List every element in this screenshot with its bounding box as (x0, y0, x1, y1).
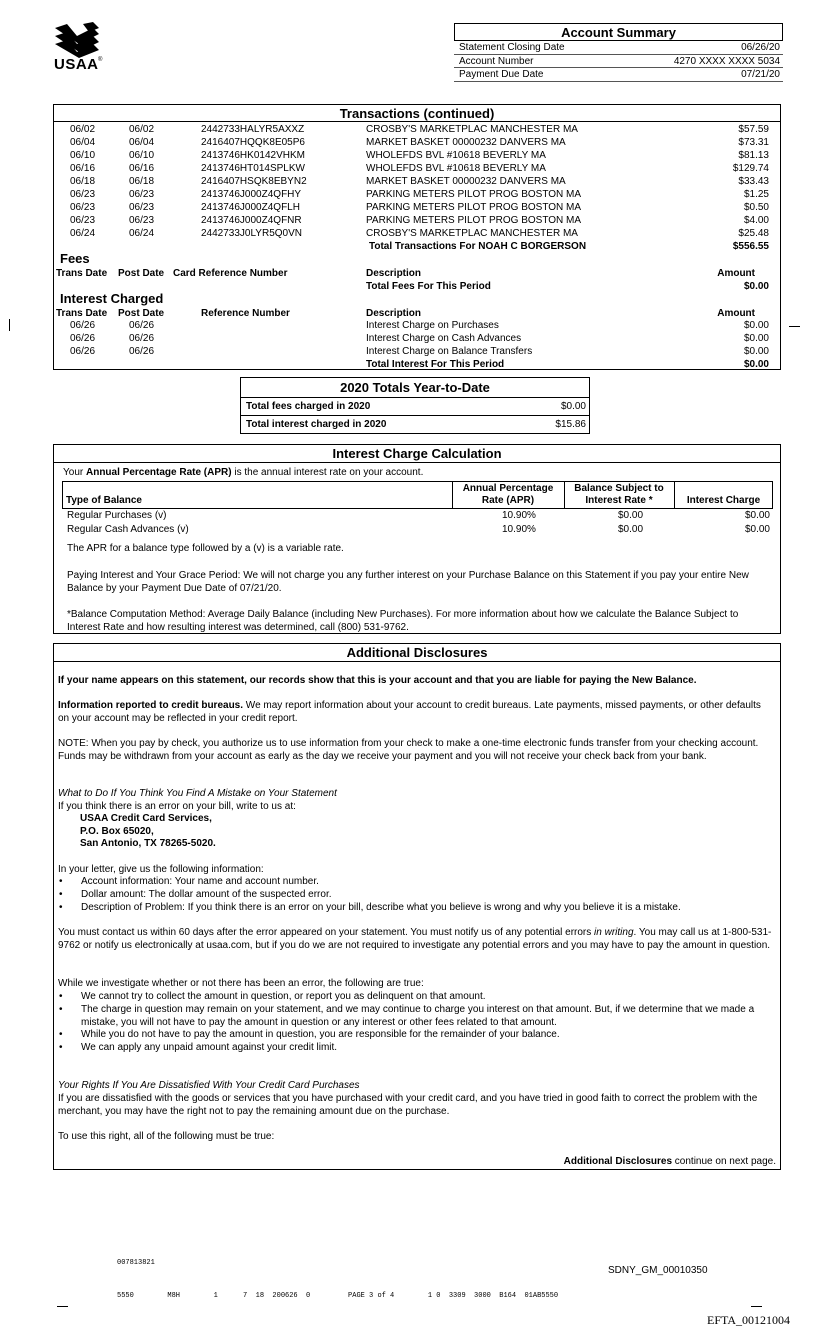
col-post-date: Post Date (118, 308, 165, 319)
transactions-total-row (54, 240, 780, 253)
table-row (54, 227, 780, 240)
description: MARKET BASKET 00000232 DANVERS MA (366, 176, 566, 187)
contact-paragraph: You must contact us within 60 days after the error appeared on your statement. You must notify us of any potential errors in writing. You may call us at 1-800-531-9762 or notify us electronically at usaa.com, but if you do we are not required to investigate any potential errors and you may have to pay the amount in question. (58, 927, 772, 951)
col-trans-date: Trans Date (56, 308, 108, 319)
row-value: 07/21/20 (741, 69, 780, 80)
col-amount: Amount (717, 268, 755, 279)
post-date: 06/10 (129, 150, 155, 161)
address-line-2: P.O. Box 65020, (80, 826, 154, 837)
list-item: • Account information: Your name and account number. (59, 876, 319, 887)
transactions-section (53, 104, 781, 370)
trans-date: 06/04 (70, 137, 96, 148)
grace-period-note: Paying Interest and Your Grace Period: We will not charge you any further interest on your Purchase Balance on this Statement if you pay your entire New Balance by your Payment Due Date of 07/21/20. (67, 570, 749, 594)
reference-number: 2413746J000Z4QFLH (201, 202, 300, 213)
footer-code-line: 5550 M8H 1 7 18 200626 0 PAGE 3 of 4 1 0 3309 3000 B164 01AB5550 (117, 1292, 559, 1300)
col-amount: Amount (717, 308, 755, 319)
amount: $81.13 (738, 150, 769, 161)
post-date: 06/18 (129, 176, 155, 187)
fees-heading: Fees (60, 251, 90, 266)
mistake-heading: What to Do If You Think You Find A Mistake on Your Statement (58, 788, 337, 799)
mistake-intro: If you think there is an error on your bill, write to us at: (58, 801, 296, 812)
check-payment-note: NOTE: When you pay by check, you authorize us to use information from your check to make a one-time electronic funds transfer from your checking account. Funds may be withdrawn from your account as early as the day we receive your payment and you will not receive your check back from your bank. (58, 738, 759, 762)
post-date: 06/24 (129, 228, 155, 239)
amount: $1.25 (743, 189, 769, 200)
account-summary (454, 23, 783, 82)
total-value: $556.55 (732, 241, 769, 252)
charge-value: $0.00 (744, 524, 770, 535)
description: CROSBY'S MARKETPLAC MANCHESTER MA (366, 228, 578, 239)
interest-calc-title: Interest Charge Calculation (54, 445, 780, 463)
description: WHOLEFDS BVL #10618 BEVERLY MA (366, 163, 546, 174)
description: CROSBY'S MARKETPLAC MANCHESTER MA (366, 124, 578, 135)
table-row (54, 214, 780, 227)
col-post-date: Post Date (118, 268, 165, 279)
total-label: Total Transactions For NOAH C BORGERSON (369, 241, 587, 252)
ytd-interest-label: Total interest charged in 2020 (246, 419, 387, 430)
row-label: Account Number (459, 55, 534, 67)
investigate-intro: While we investigate whether or not there has been an error, the following are true: (58, 978, 424, 989)
total-label: Total Fees For This Period (366, 281, 491, 292)
trans-date: 06/23 (70, 189, 96, 200)
apr-intro: Your Annual Percentage Rate (APR) is the annual interest rate on your account. (63, 467, 424, 478)
table-row (54, 162, 780, 175)
table-row (54, 136, 780, 149)
list-item: • The charge in question may remain on your statement, and we may continue to charge you interest on that amount. But, if we determine that we made a mistake, you will not have to pay the amount in question or any interest or other fees related to that amount. (59, 1004, 755, 1028)
col-apr: Annual Percentage Rate (APR) (462, 483, 554, 506)
statement-closing-date-row (454, 41, 783, 55)
ytd-totals-section (240, 377, 590, 434)
name-liability-paragraph: If your name appears on this statement, our records show that this is your account and that you are liable for paying the New Balance. (58, 675, 697, 686)
trans-date: 06/26 (70, 320, 96, 331)
total-label: Total Interest For This Period (366, 359, 505, 370)
col-reference: Reference Number (201, 308, 290, 319)
amount: $0.50 (743, 202, 769, 213)
rights-paragraph: If you are dissatisfied with the goods or services that you have purchased with your credit card, and you have tried in good faith to correct the problem with the merchant, you may have the right not to pay the remaining amount due on the purchase. (58, 1093, 758, 1117)
table-row (62, 509, 773, 522)
logo-registered-mark: ® (98, 57, 103, 63)
post-date: 06/26 (129, 333, 155, 344)
trans-date: 06/16 (70, 163, 96, 174)
charge-value: $0.00 (744, 510, 770, 521)
balance-value: $0.00 (618, 510, 644, 521)
table-row (62, 523, 773, 536)
ytd-fees-label: Total fees charged in 2020 (246, 401, 371, 412)
reference-number: 2413746J000Z4QFNR (201, 215, 302, 226)
balance-type: Regular Purchases (v) (67, 510, 167, 521)
reference-number: 2413746HT014SPLKW (201, 163, 305, 174)
ytd-interest-row (241, 416, 589, 434)
description: Interest Charge on Cash Advances (366, 333, 522, 344)
description: WHOLEFDS BVL #10618 BEVERLY MA (366, 150, 546, 161)
margin-tick-bottom-right (751, 1306, 762, 1307)
ytd-fees-row (241, 398, 589, 416)
credit-bureau-paragraph: Information reported to credit bureaus. We may report information about your account to credit bureaus. Late payments, missed payments, or other defaults on your account may be reflected in your credit report. (58, 700, 761, 724)
continued-note: Additional Disclosures continue on next page. (563, 1156, 776, 1167)
footer-code-top: 007813821 (117, 1259, 155, 1267)
ytd-title: 2020 Totals Year-to-Date (241, 378, 589, 398)
interest-charge-calculation-section (53, 444, 781, 634)
col-type-of-balance: Type of Balance (66, 495, 142, 506)
trans-date: 06/02 (70, 124, 96, 135)
amount: $0.00 (743, 333, 769, 344)
row-label: Statement Closing Date (459, 42, 565, 53)
table-row (54, 149, 780, 162)
balance-computation-note: *Balance Computation Method: Average Daily Balance (including New Purchases). For more information about how we calculate the Balance Subject to Interest Rate and how resulting interest was determined, call (800) 531-9762. (67, 609, 739, 633)
post-date: 06/23 (129, 215, 155, 226)
ytd-interest-value: $15.86 (555, 419, 586, 430)
col-balance-subject: Balance Subject to Interest Rate * (574, 483, 664, 506)
total-value: $0.00 (743, 359, 769, 370)
list-item: • Dollar amount: The dollar amount of the suspected error. (59, 889, 332, 900)
transactions-title: Transactions (continued) (54, 105, 780, 122)
list-item: • Description of Problem: If you think there is an error on your bill, describe what you believe is wrong and why you believe it is a mistake. (59, 902, 681, 913)
table-row (54, 332, 780, 345)
margin-tick-left (9, 319, 10, 331)
amount: $0.00 (743, 320, 769, 331)
post-date: 06/16 (129, 163, 155, 174)
account-number-row (454, 55, 783, 69)
trans-date: 06/10 (70, 150, 96, 161)
total-value: $0.00 (743, 281, 769, 292)
margin-tick-bottom-left (57, 1306, 68, 1307)
interest-total-row (54, 358, 780, 371)
ytd-fees-value: $0.00 (560, 401, 586, 412)
amount: $0.00 (743, 346, 769, 357)
post-date: 06/26 (129, 346, 155, 357)
table-row (54, 188, 780, 201)
efta-number: EFTA_00121004 (707, 1313, 791, 1327)
description: PARKING METERS PILOT PROG BOSTON MA (366, 189, 582, 200)
amount: $4.00 (743, 215, 769, 226)
sdny-number: SDNY_GM_00010350 (608, 1265, 708, 1276)
balance-value: $0.00 (618, 524, 644, 535)
amount: $25.48 (738, 228, 769, 239)
trans-date: 06/23 (70, 202, 96, 213)
additional-disclosures-section (53, 643, 781, 1170)
fees-header-row (54, 267, 780, 280)
row-value: 06/26/20 (741, 42, 780, 53)
description: PARKING METERS PILOT PROG BOSTON MA (366, 215, 582, 226)
table-row (54, 319, 780, 332)
margin-tick-right (789, 326, 800, 327)
reference-number: 2442733J0LYR5Q0VN (201, 228, 302, 239)
col-description: Description (366, 308, 422, 319)
disclosures-title: Additional Disclosures (54, 644, 780, 662)
variable-rate-note: The APR for a balance type followed by a (v) is a variable rate. (67, 543, 344, 554)
col-reference: Card Reference Number (173, 268, 288, 279)
payment-due-date-row (454, 68, 783, 82)
trans-date: 06/26 (70, 346, 96, 357)
reference-number: 2413746HK0142VHKM (201, 150, 305, 161)
trans-date: 06/18 (70, 176, 96, 187)
description: Interest Charge on Purchases (366, 320, 499, 331)
reference-number: 2442733HALYR5AXXZ (201, 124, 305, 135)
col-interest-charge: Interest Charge (686, 495, 761, 506)
col-trans-date: Trans Date (56, 268, 108, 279)
rights-use-line: To use this right, all of the following must be true: (58, 1131, 275, 1142)
address-line-1: USAA Credit Card Services, (80, 813, 212, 824)
post-date: 06/23 (129, 202, 155, 213)
table-row (54, 123, 780, 136)
account-summary-title: Account Summary (454, 23, 783, 41)
post-date: 06/23 (129, 189, 155, 200)
reference-number: 2413746J000Z4QFHY (201, 189, 302, 200)
table-row (54, 175, 780, 188)
trans-date: 06/24 (70, 228, 96, 239)
trans-date: 06/26 (70, 333, 96, 344)
description: PARKING METERS PILOT PROG BOSTON MA (366, 202, 582, 213)
col-description: Description (366, 268, 422, 279)
row-label: Payment Due Date (459, 69, 544, 80)
reference-number: 2416407HSQK8EBYN2 (201, 176, 307, 187)
rights-heading: Your Rights If You Are Dissatisfied With Your Credit Card Purchases (58, 1080, 360, 1091)
reference-number: 2416407HQQK8E05P6 (201, 137, 305, 148)
amount: $57.59 (738, 124, 769, 135)
row-value: 4270 XXXX XXXX 5034 (673, 55, 780, 67)
trans-date: 06/23 (70, 215, 96, 226)
amount: $129.74 (732, 163, 769, 174)
description: Interest Charge on Balance Transfers (366, 346, 533, 357)
apr-value: 10.90% (502, 510, 536, 521)
post-date: 06/02 (129, 124, 155, 135)
letter-intro: In your letter, give us the following information: (58, 864, 264, 875)
post-date: 06/04 (129, 137, 155, 148)
list-item: • We cannot try to collect the amount in question, or report you as delinquent on that amount. (59, 991, 486, 1002)
table-row (54, 345, 780, 358)
balance-type: Regular Cash Advances (v) (67, 524, 189, 535)
table-row (54, 201, 780, 214)
amount: $73.31 (738, 137, 769, 148)
post-date: 06/26 (129, 320, 155, 331)
description: MARKET BASKET 00000232 DANVERS MA (366, 137, 566, 148)
interest-charged-heading: Interest Charged (60, 291, 164, 306)
address-line-3: San Antonio, TX 78265-5020. (80, 838, 216, 849)
list-item: • While you do not have to pay the amount in question, you are responsible for the remainder of your balance. (59, 1029, 560, 1040)
amount: $33.43 (738, 176, 769, 187)
apr-value: 10.90% (502, 524, 536, 535)
interest-calc-table (62, 481, 773, 539)
logo-wordmark: USAA (54, 56, 99, 73)
list-item: • We can apply any unpaid amount against your credit limit. (59, 1042, 338, 1053)
